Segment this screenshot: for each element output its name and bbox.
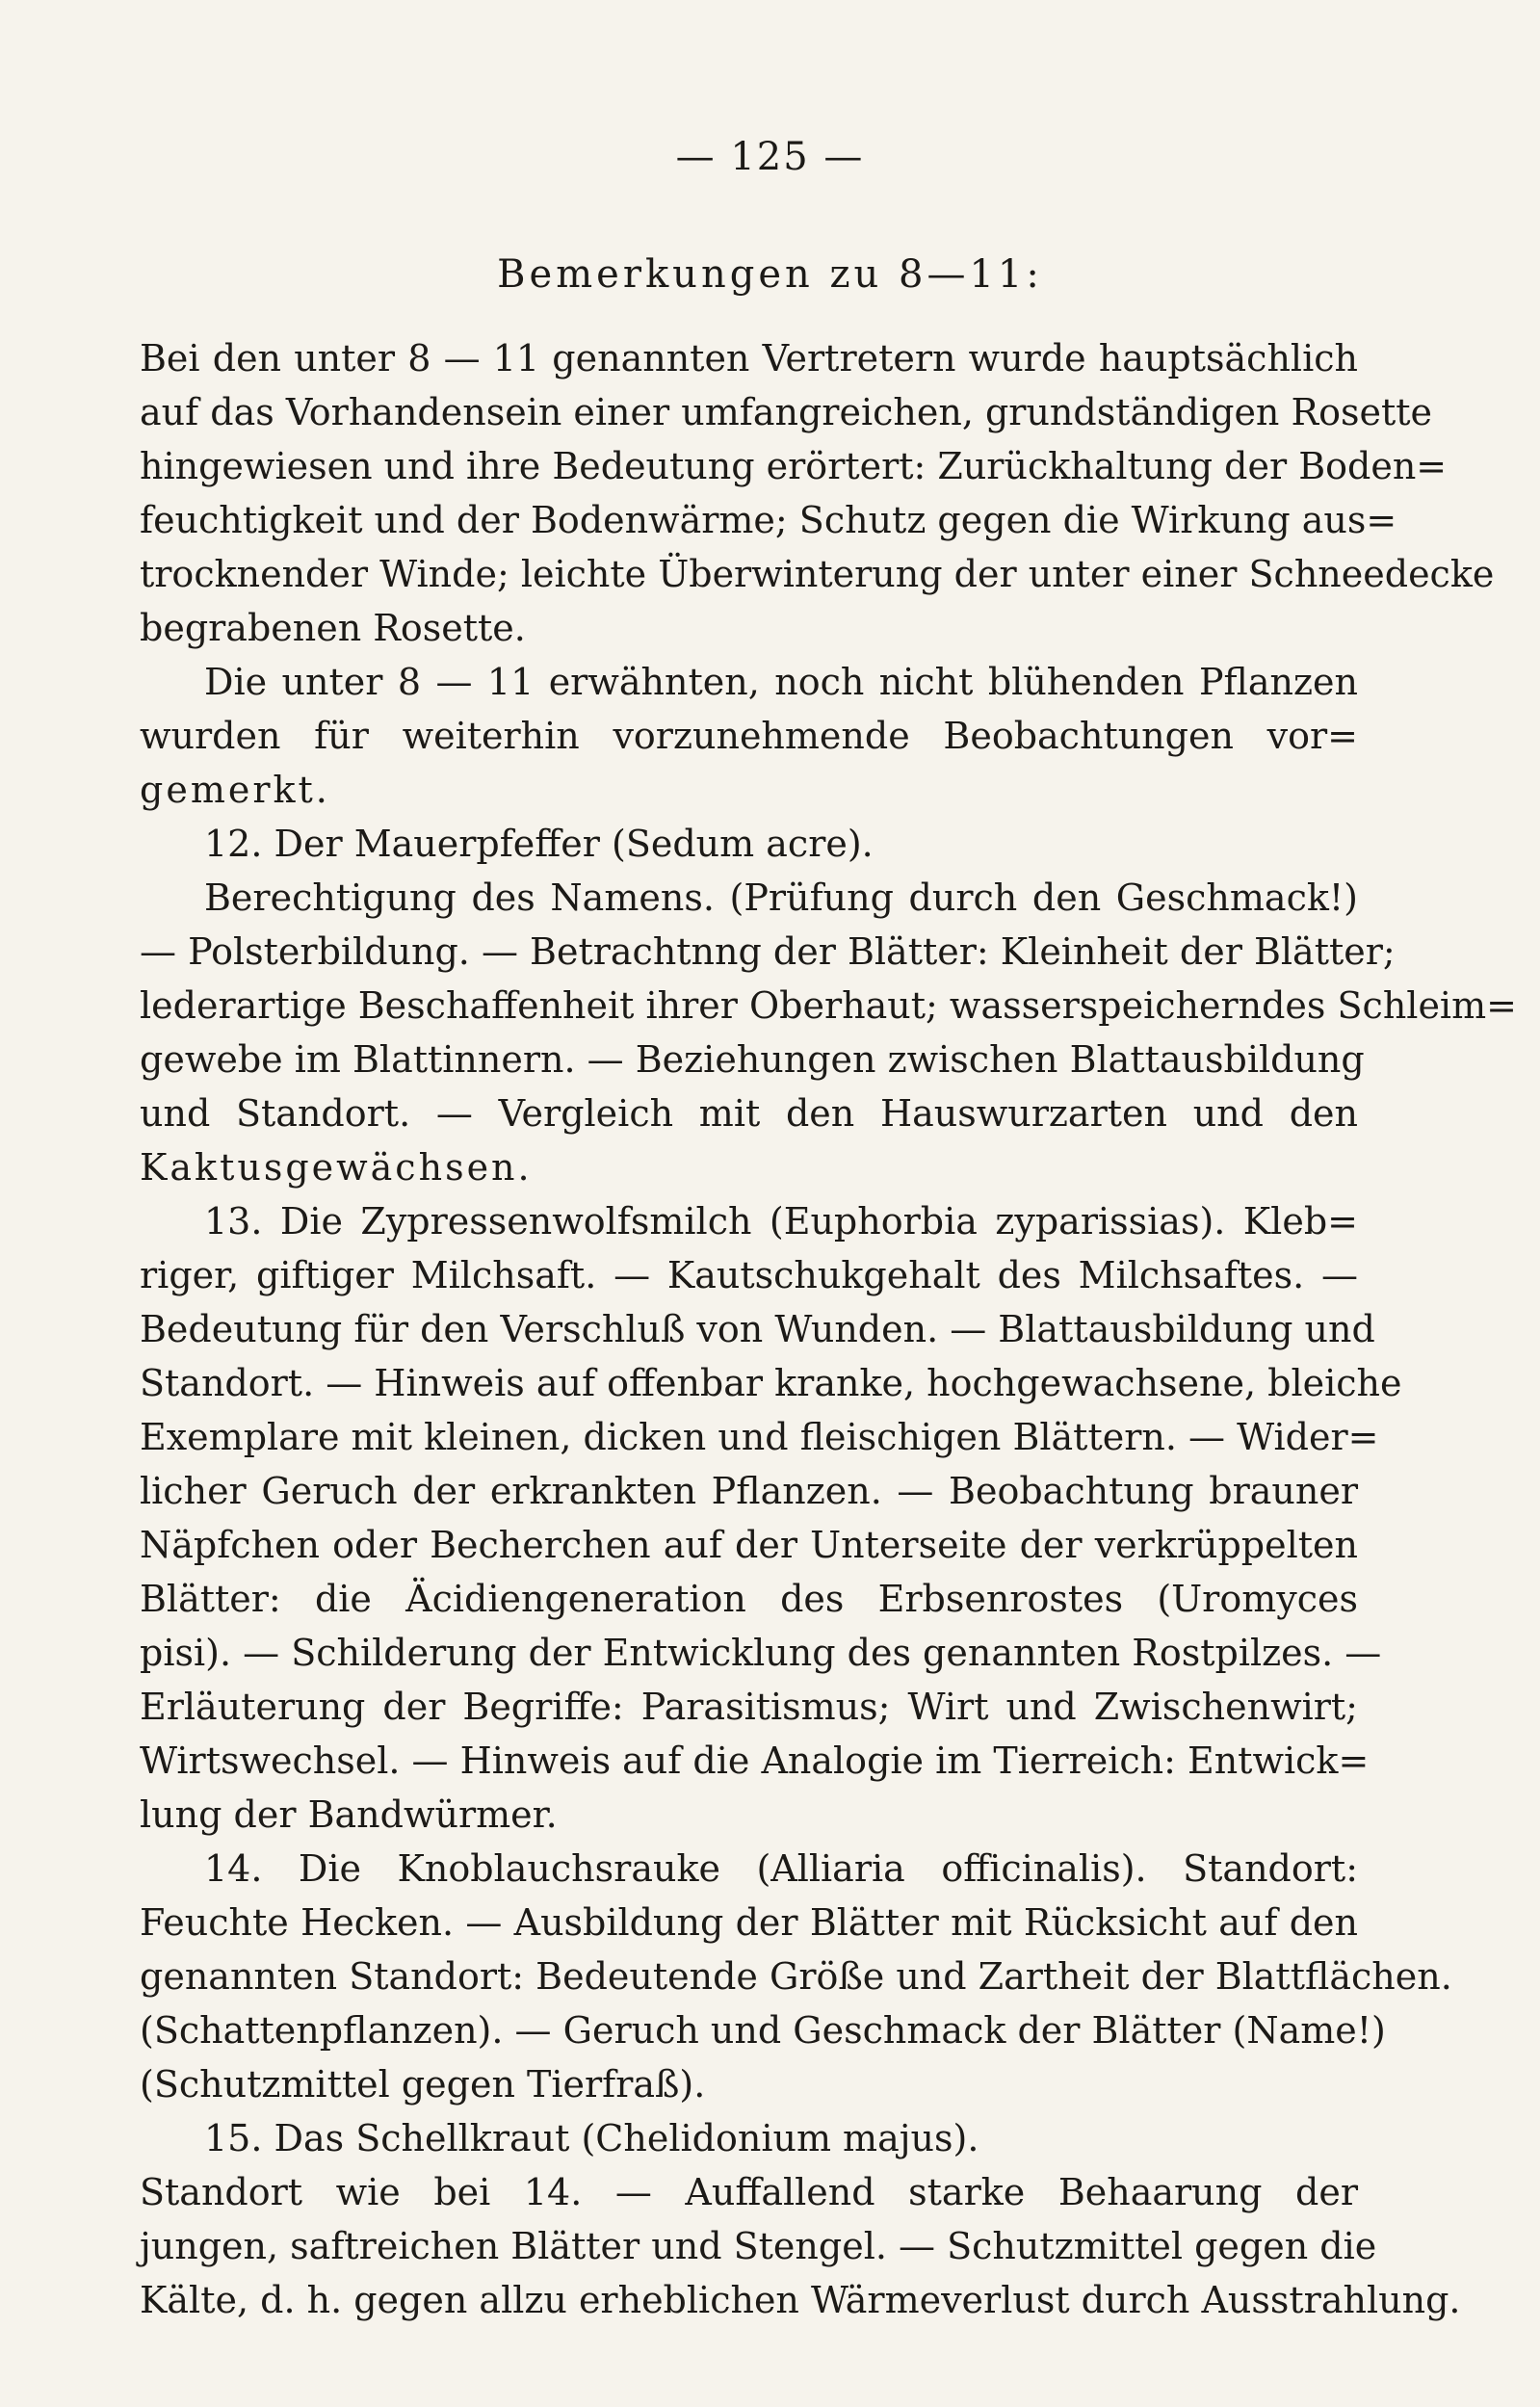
text-line-18: riger, giftiger Milchsaft. — Kautschukgehalt des Milchsaftes. — [140,1254,1358,1296]
text-line-33: (Schutzmittel gegen Tierfraß). [140,2063,706,2106]
text-line-10: 12. Der Mauerpfeffer (Sedum acre). [204,823,874,865]
text-line-30: Feuchte Hecken. — Ausbildung der Blätter mit Rücksicht auf den [140,1901,1358,1944]
text-line-29: 14. Die Knoblauchsrauke (Alliaria officinalis). Standort: [204,1847,1358,1890]
text-line-13: lederartige Beschaffenheit ihrer Oberhaut; wasserspeicherndes Schleim= [140,984,1517,1027]
text-line-34: 15. Das Schellkraut (Chelidonium majus). [204,2117,979,2159]
text-line-14: gewebe im Blattinnern. — Beziehungen zwischen Blattausbildung [140,1038,1365,1081]
section-heading: Bemerkungen zu 8—11: [497,252,1043,297]
text-line-25: pisi). — Schilderung der Entwicklung des genannten Rostpilzes. — [140,1632,1382,1674]
text-line-19: Bedeutung für den Verschluß von Wunden. — Blattausbildung und [140,1308,1375,1350]
text-line-31: genannten Standort: Bedeutende Größe und Zartheit der Blattflächen. [140,1955,1452,1998]
text-line-26: Erläuterung der Begriffe: Parasitismus; Wirt und Zwischenwirt; [140,1686,1358,1728]
text-line-15: und Standort. — Vergleich mit den Hauswurzarten und den [140,1092,1358,1135]
text-line-24: Blätter: die Äcidiengeneration des Erbsenrostes (Uromyces [140,1578,1358,1620]
text-line-12: — Polsterbildung. — Betrachtnng der Blätter: Kleinheit der Blätter; [140,930,1396,973]
text-line-2: auf das Vorhandensein einer umfangreichen, grundständigen Rosette [140,391,1432,433]
text-line-8: wurden für weiterhin vorzunehmende Beobachtungen vor= [140,715,1358,757]
text-line-5: trocknender Winde; leichte Überwinterung der unter einer Schneedecke [140,553,1495,595]
text-line-16: Kaktusgewächsen. [140,1146,533,1189]
text-line-32: (Schattenpflanzen). — Geruch und Geschmack der Blätter (Name!) [140,2009,1386,2052]
text-line-4: feuchtigkeit und der Bodenwärme; Schutz gegen die Wirkung aus= [140,499,1397,541]
text-line-23: Näpfchen oder Becherchen auf der Unterseite der verkrüppelten [140,1524,1358,1566]
text-line-36: jungen, saftreichen Blätter und Stengel. — Schutzmittel gegen die [140,2225,1377,2267]
text-line-35: Standort wie bei 14. — Auffallend starke Behaarung der [140,2171,1358,2213]
text-line-27: Wirtswechsel. — Hinweis auf die Analogie im Tierreich: Entwick= [140,1740,1370,1782]
text-line-28: lung der Bandwürmer. [140,1793,558,1836]
text-line-6: begrabenen Rosette. [140,607,526,649]
text-line-3: hingewiesen und ihre Bedeutung erörtert: Zurückhaltung der Boden= [140,445,1448,487]
text-line-37: Kälte, d. h. gegen allzu erheblichen Wärmeverlust durch Ausstrahlung. [140,2279,1461,2321]
text-line-17: 13. Die Zypressenwolfsmilch (Euphorbia zyparissias). Kleb= [204,1200,1358,1243]
page-number: — 125 — [675,135,865,179]
text-line-11: Berechtigung des Namens. (Prüfung durch den Geschmack!) [204,876,1358,919]
text-line-21: Exemplare mit kleinen, dicken und fleischigen Blättern. — Wider= [140,1416,1379,1458]
text-line-1: Bei den unter 8 — 11 genannten Vertretern wurde hauptsächlich [140,337,1358,379]
text-line-20: Standort. — Hinweis auf offenbar kranke, hochgewachsene, bleiche [140,1362,1402,1404]
text-line-9: gemerkt. [140,769,330,811]
text-line-22: licher Geruch der erkrankten Pflanzen. — Beobachtung brauner [140,1470,1358,1512]
text-line-7: Die unter 8 — 11 erwähnten, noch nicht blühenden Pflanzen [204,661,1358,703]
